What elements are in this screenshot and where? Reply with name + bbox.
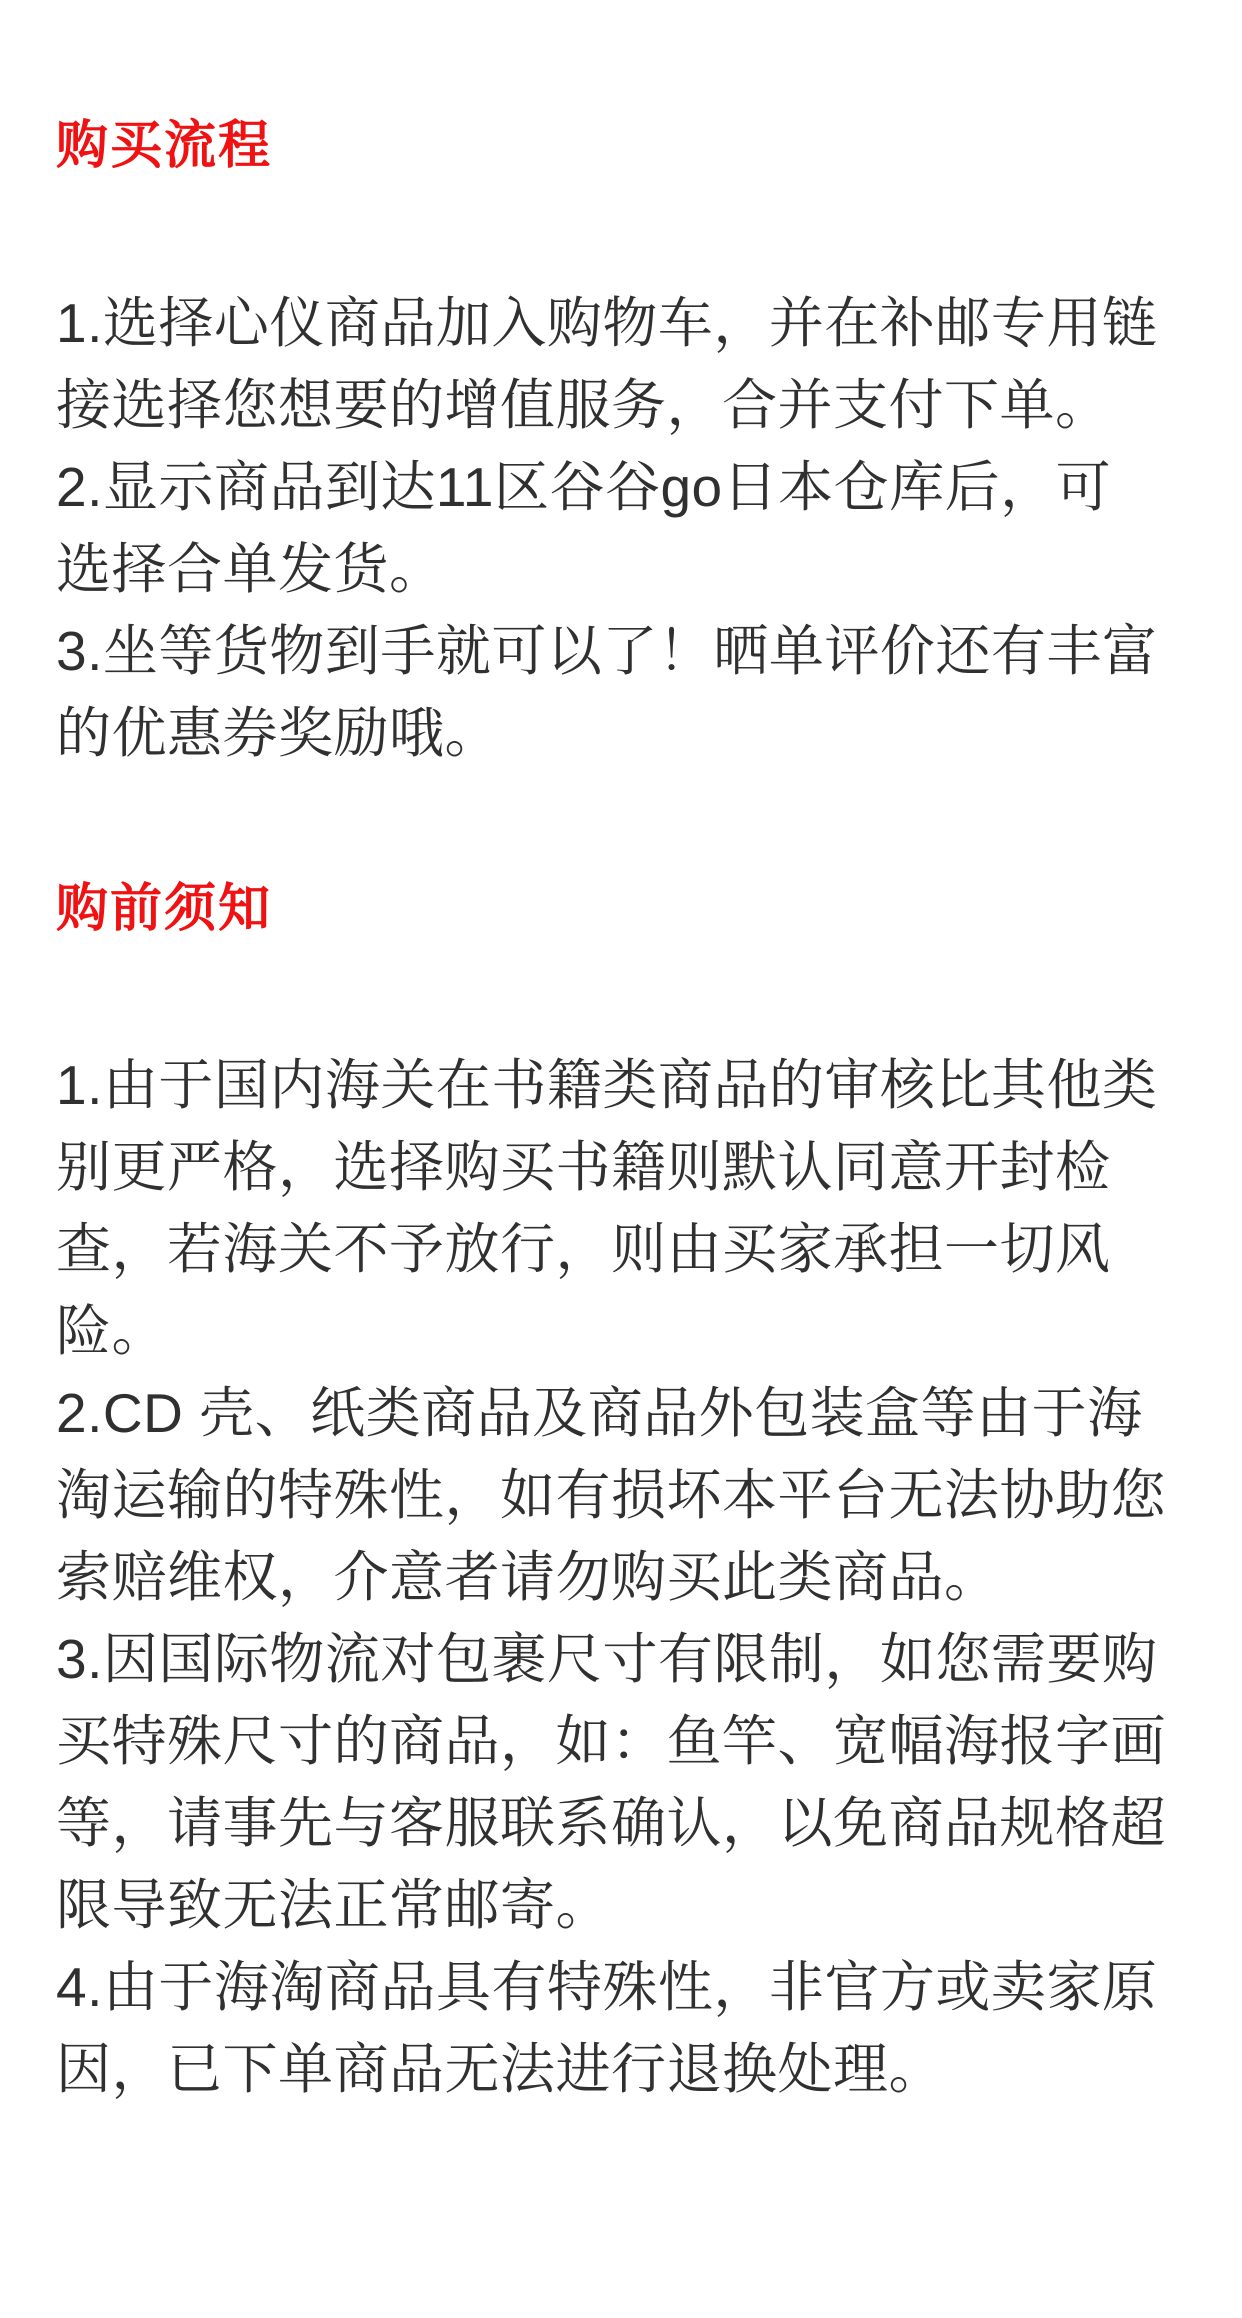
text-line: 查，若海关不予放行，则由买家承担一切风 bbox=[56, 1218, 1111, 1280]
text-line: 3.因国际物流对包裹尺寸有限制，如您需要购 bbox=[56, 1628, 1158, 1690]
text-line: 4.由于海淘商品具有特殊性，非官方或卖家原 bbox=[56, 1956, 1158, 2018]
text-line: 3.坐等货物到手就可以了！晒单评价还有丰富 bbox=[56, 620, 1158, 682]
text-line: 买特殊尺寸的商品，如：鱼竿、宽幅海报字画 bbox=[56, 1710, 1167, 1772]
pre-purchase-notice-heading: 购前须知 bbox=[56, 880, 273, 938]
purchase-process-heading: 购买流程 bbox=[56, 117, 273, 175]
pre-purchase-notice-text bbox=[56, 1044, 1186, 2110]
text-line: 2.CD 壳、纸类商品及商品外包装盒等由于海 bbox=[56, 1382, 1143, 1444]
text-line: 限导致无法正常邮寄。 bbox=[56, 1874, 612, 1936]
text-line: 1.由于国内海关在书籍类商品的审核比其他类 bbox=[56, 1054, 1158, 1116]
text-line: 索赔维权，介意者请勿购买此类商品。 bbox=[56, 1546, 1000, 1608]
text-line: 别更严格，选择购买书籍则默认同意开封检 bbox=[56, 1136, 1111, 1198]
purchase-process-text bbox=[56, 282, 1186, 774]
text-line: 等，请事先与客服联系确认，以免商品规格超 bbox=[56, 1792, 1167, 1854]
text-line: 因，已下单商品无法进行退换处理。 bbox=[56, 2038, 945, 2100]
text-line: 险。 bbox=[56, 1300, 168, 1362]
text-line: 1.选择心仪商品加入购物车，并在补邮专用链 bbox=[56, 292, 1158, 354]
text-line: 淘运输的特殊性，如有损坏本平台无法协助您 bbox=[56, 1464, 1167, 1526]
text-line: 接选择您想要的增值服务，合并支付下单。 bbox=[56, 374, 1111, 436]
text-line: 选择合单发货。 bbox=[56, 538, 445, 600]
text-line: 的优惠券奖励哦。 bbox=[56, 702, 501, 764]
text-line: 2.显示商品到达11区谷谷go日本仓库后，可 bbox=[56, 456, 1112, 518]
product-info-page bbox=[0, 110, 1242, 2318]
